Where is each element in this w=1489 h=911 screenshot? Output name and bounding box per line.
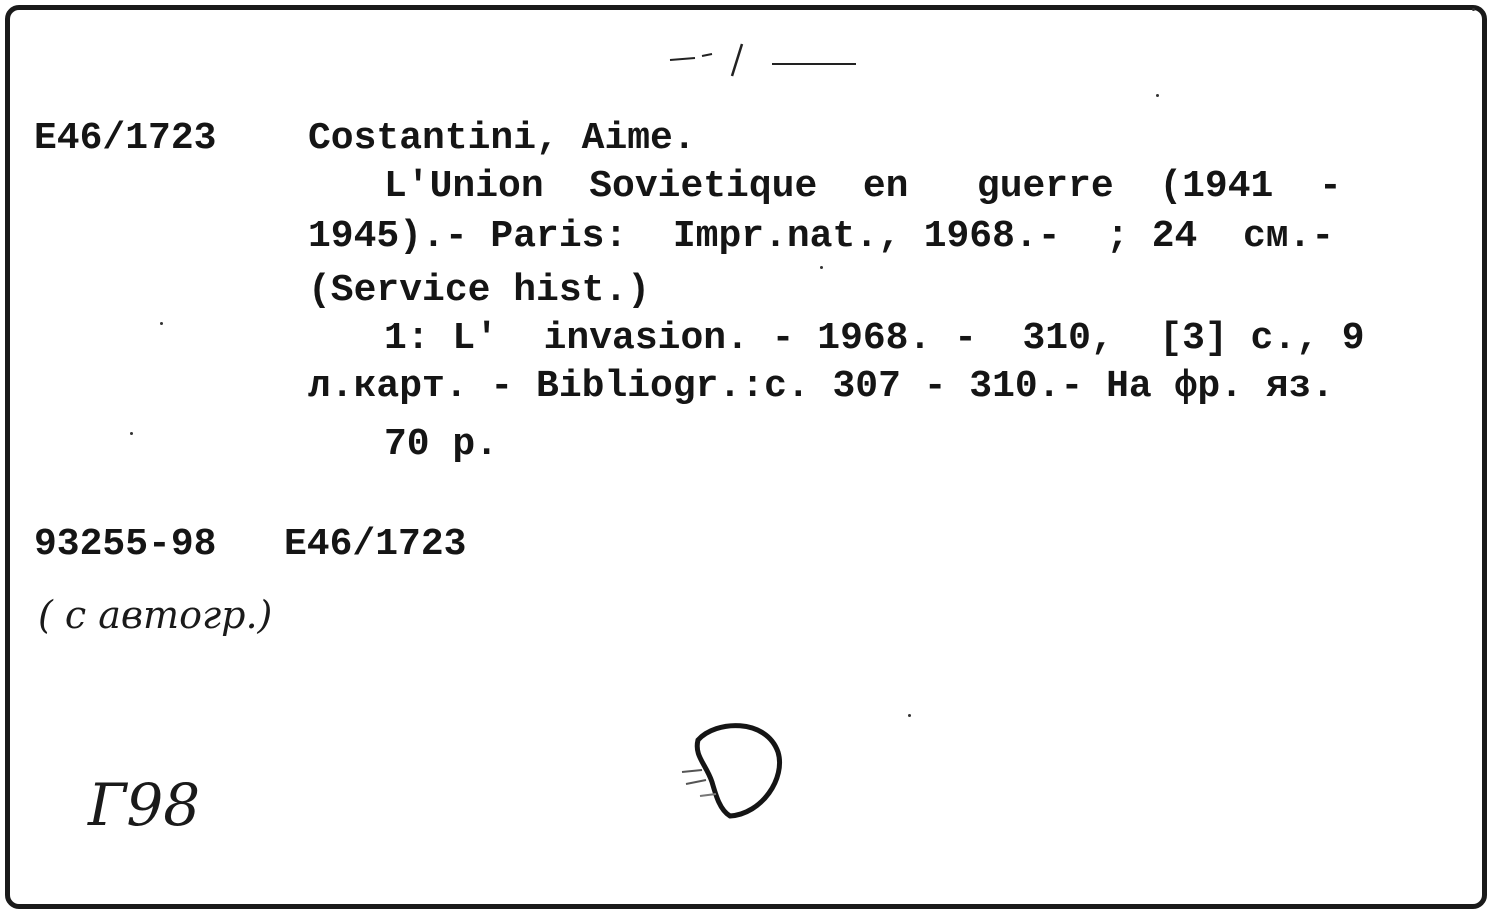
description-line-4: 1: L' invasion. - 1968. - 310, [3] c., 9: [384, 317, 1365, 360]
description-line-1: L'Union Sovietique en guerre (1941 -: [384, 165, 1342, 208]
punch-hole-mark: [676, 712, 796, 832]
scan-speck: [908, 714, 911, 717]
call-number: E46/1723: [34, 117, 217, 160]
handwritten-note: ( с автогр.): [38, 593, 273, 637]
scan-speck: [160, 322, 163, 325]
top-dash-marks: [660, 38, 870, 88]
description-line-3: (Service hist.): [308, 269, 651, 312]
scan-speck: [820, 266, 823, 269]
description-line-2: 1945).- Paris: Impr.nat., 1968.- ; 24 cм.-: [308, 215, 1335, 258]
author-heading: Costantini, Aime.: [308, 117, 696, 160]
scan-speck: [1156, 94, 1159, 97]
accession-number: 93255-98: [34, 523, 217, 566]
handwritten-code: Г98: [88, 771, 201, 839]
scan-speck: [1472, 8, 1475, 11]
description-line-6: 70 p.: [384, 423, 499, 466]
description-line-5: л.карт. - Bibliogr.:c. 307 - 310.- На фр. яз.: [308, 365, 1335, 408]
scan-speck: [130, 432, 133, 435]
accession-call-number: E46/1723: [284, 523, 467, 566]
